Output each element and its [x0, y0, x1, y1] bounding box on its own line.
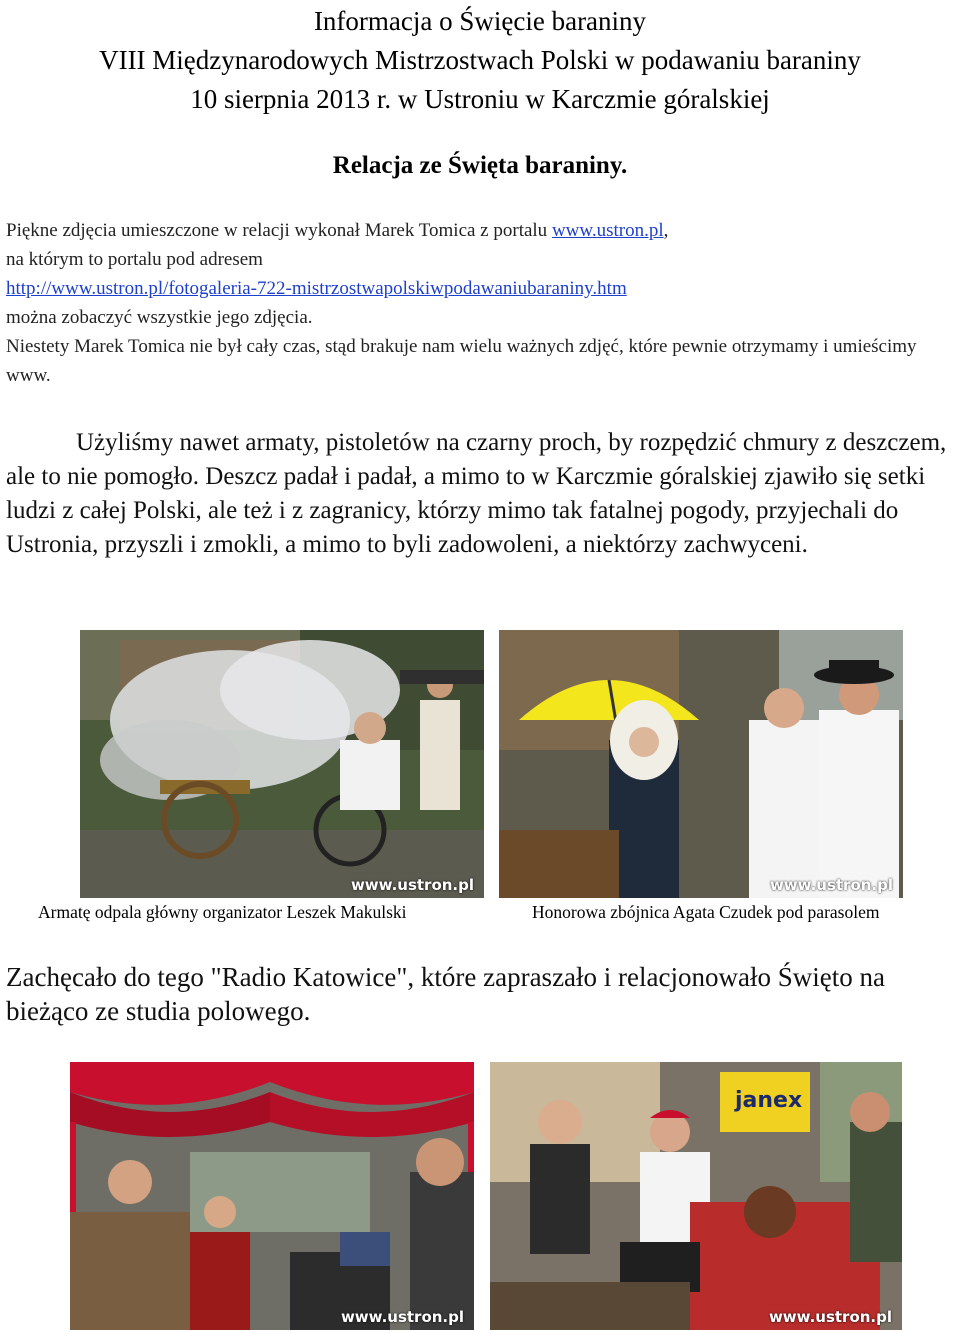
- intro-text-5: Niestety Marek Tomica nie był cały czas, stąd brakuje nam wielu ważnych zdjęć, które pewnie otrzymamy i umieścimy www.: [6, 336, 917, 386]
- document-subtitle: Relacja ze Święta baraniny.: [332, 152, 628, 179]
- photo-umbrella: [499, 630, 903, 898]
- title-line-1: Informacja o Święcie baraniny: [313, 6, 647, 36]
- portal-link[interactable]: www.ustron.pl: [551, 220, 664, 241]
- radio-paragraph: Zachęcało do tego "Radio Katowice", które zapraszało i relacjonowało Święto na bieżąco ze studia polowego.: [6, 962, 885, 1026]
- watermark-label: www.ustron.pl: [768, 1308, 892, 1326]
- intro-text-1: Piękne zdjęcia umieszczone w relacji wykonał Marek Tomica z portalu: [6, 220, 552, 241]
- watermark-label: www.ustron.pl: [350, 876, 474, 894]
- caption-umbrella: Honorowa zbójnica Agata Czudek pod parasolem: [532, 902, 880, 922]
- title-line-2: VIII Międzynarodowych Mistrzostwach Polski w podawaniu baraniny: [99, 45, 861, 75]
- janex-sign: janex: [735, 1088, 803, 1113]
- gallery-link[interactable]: http://www.ustron.pl/fotogaleria-722-mistrzostwapolskiwpodawaniubaraniny.htm: [6, 278, 627, 299]
- watermark-label: www.ustron.pl: [340, 1308, 464, 1326]
- lead-text: Użyliśmy nawet armaty, pistoletów na czarny proch, by rozpędzić chmury z deszczem, ale to nie pomogło. Deszcz padał i padał, a mimo to w Karczmie góralskiej zjawiło się setki ludzi z całej Polski, ale też i z zagranicy, którzy mimo tak fatalnej pogody, przyjechali do Ustronia, przyszli i zmokli, a mimo to byli zadowoleni, a niektórzy zachwyceni.: [6, 429, 947, 558]
- photo-umbrella-image: [499, 630, 903, 898]
- photo-cannon: [80, 630, 484, 898]
- caption-cannon: Armatę odpala główny organizator Leszek Makulski: [38, 902, 407, 922]
- photo-radio-tent-image: [70, 1062, 474, 1330]
- photo-cannon-image: [80, 630, 484, 898]
- intro-text-3: na którym to portalu pod adresem: [6, 249, 263, 270]
- title-line-3: 10 sierpnia 2013 r. w Ustroniu w Karczmie góralskiej: [190, 84, 770, 114]
- photo-radio-studio-image: [490, 1062, 902, 1330]
- document-title: [0, 2, 960, 119]
- intro-text-4: można zobaczyć wszystkie jego zdjęcia.: [6, 307, 313, 328]
- watermark-label: www.ustron.pl: [769, 876, 893, 894]
- lead-paragraph: [6, 426, 956, 562]
- intro-text-2: ,: [663, 220, 669, 241]
- photo-radio-studio: [490, 1062, 902, 1330]
- photo-radio-tent: [70, 1062, 474, 1330]
- intro-paragraph: [6, 216, 946, 390]
